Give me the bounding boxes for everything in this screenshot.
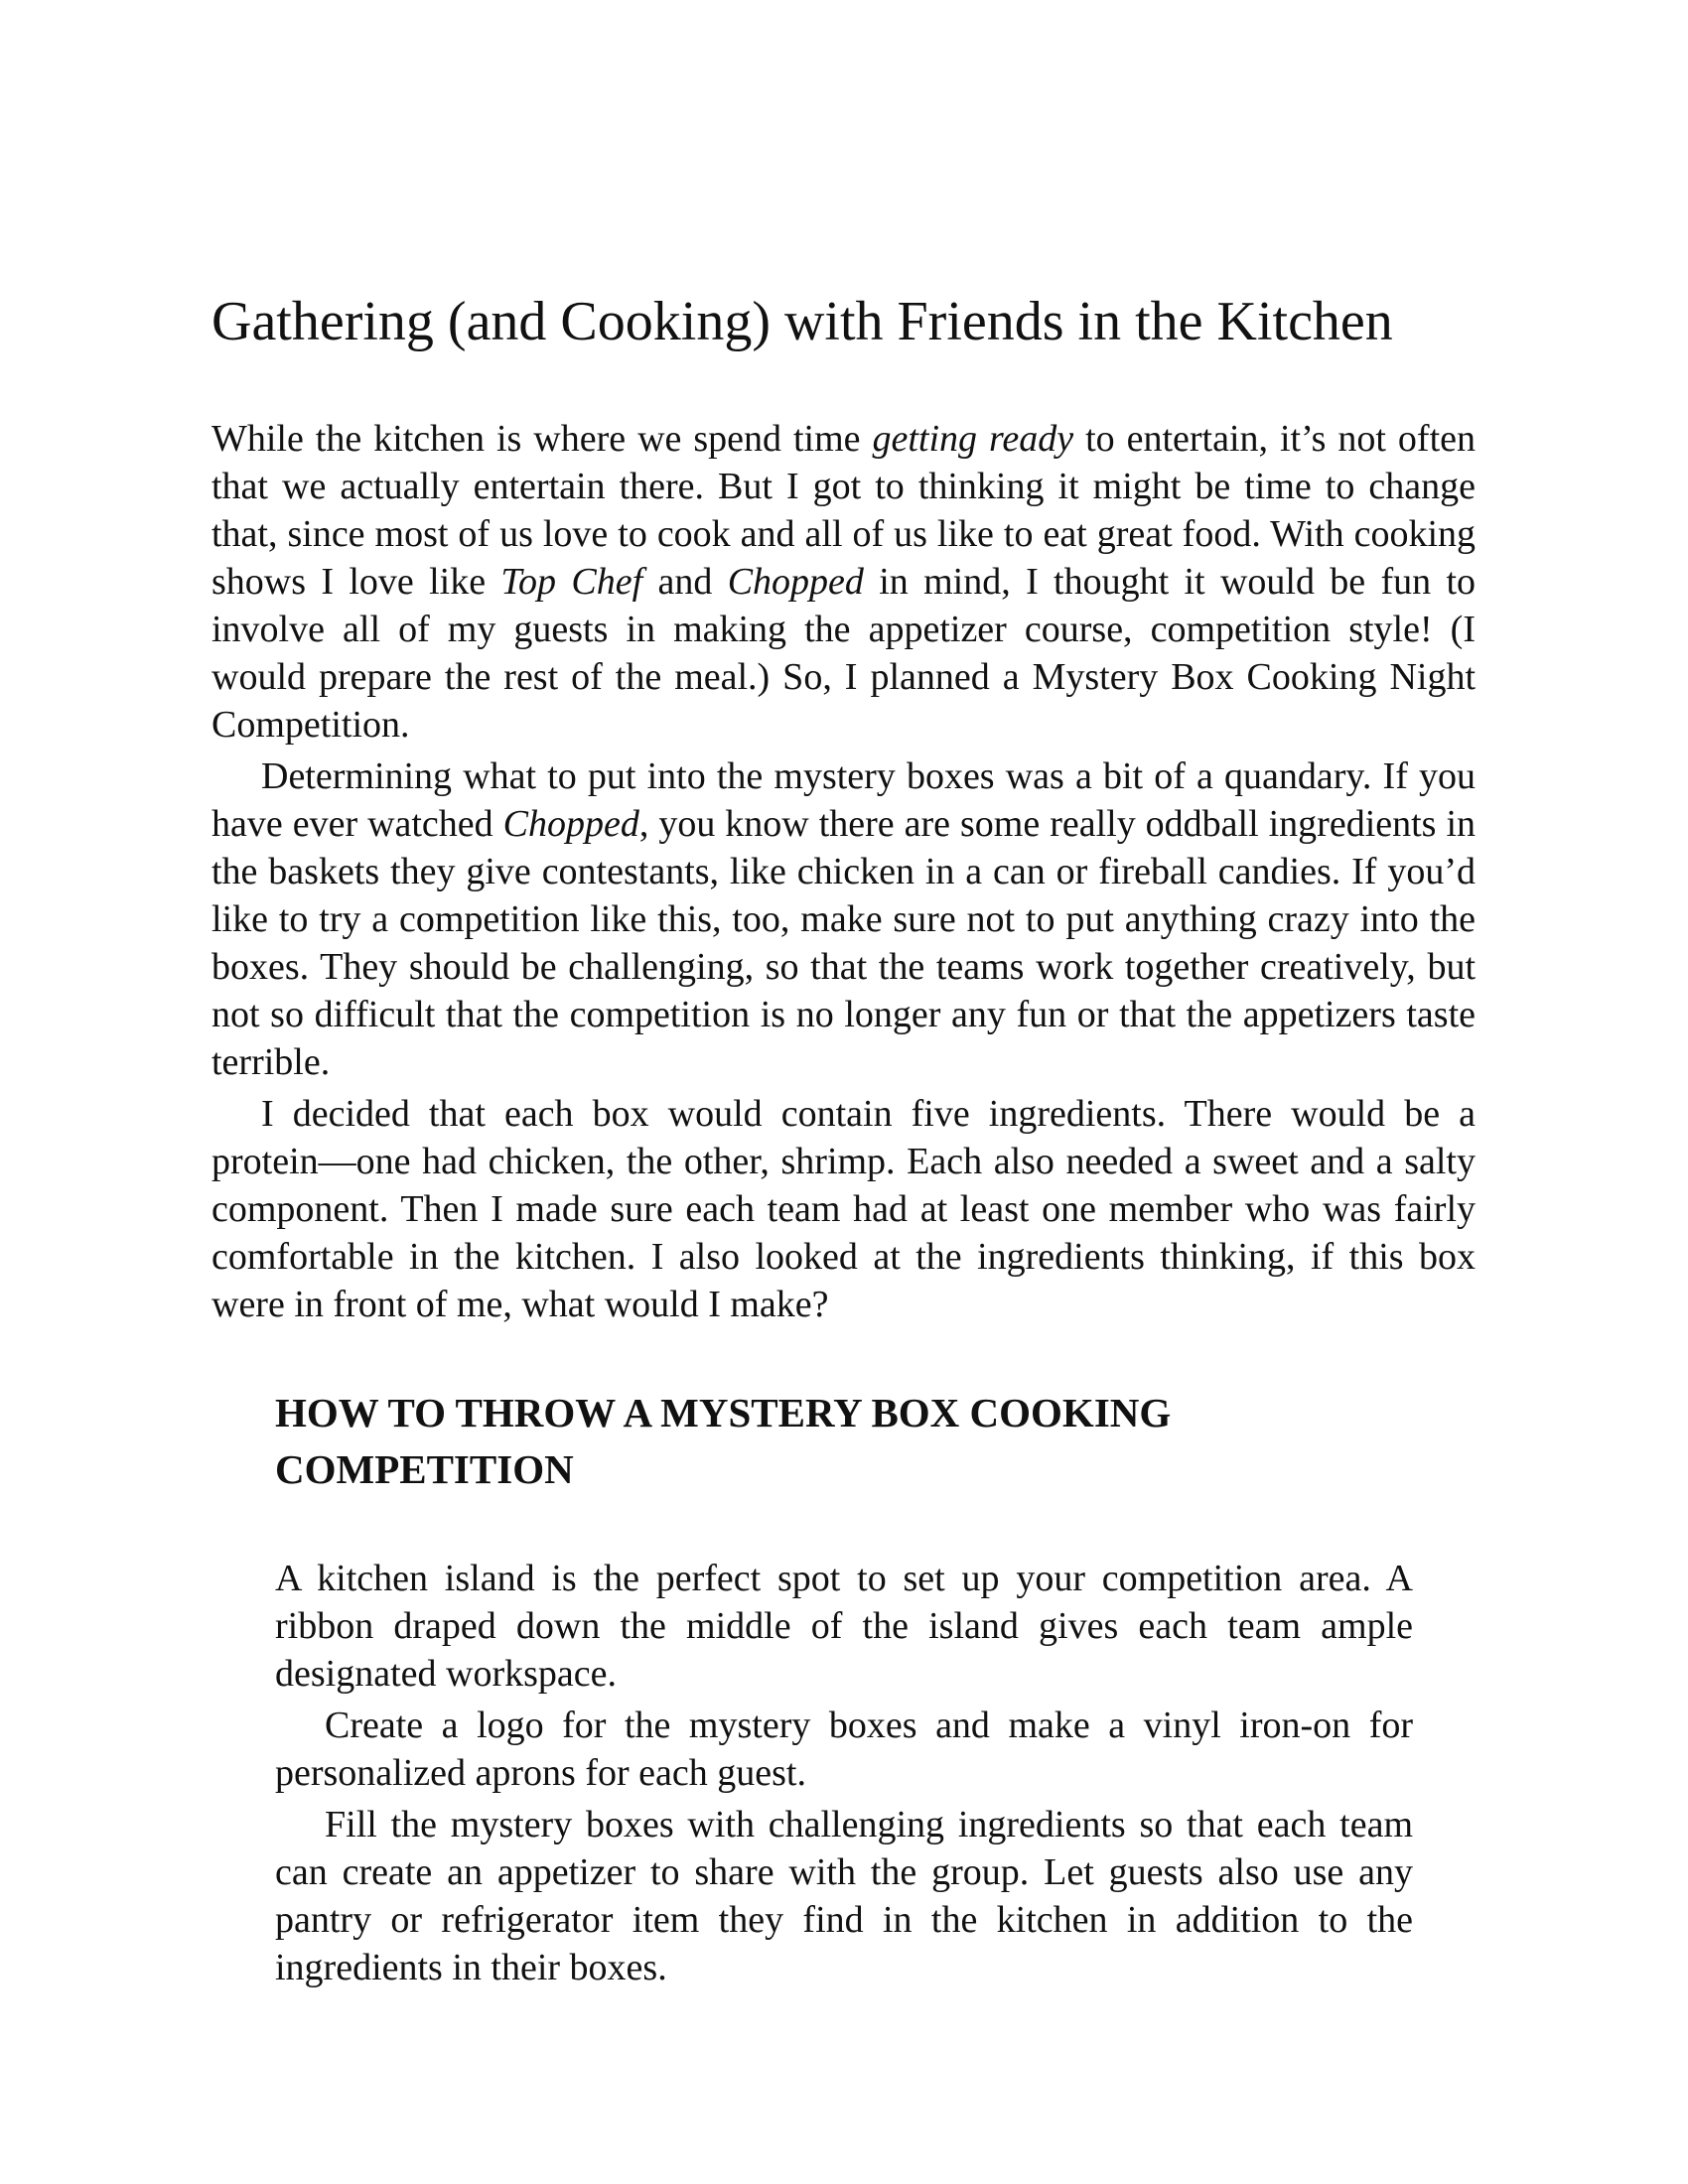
chapter-title: Gathering (and Cooking) with Friends in the Kitchen (211, 291, 1393, 352)
mystery-box-section (275, 1385, 1413, 1995)
intro-paragraph-1-italic-chopped: Chopped (727, 561, 864, 603)
intro-paragraph-1-text-c: to entertain, it’s not often that we actually entertain there. But I got to thinking it might be time to change that, since most of us love to cook and all of us like to eat great food. With cooking shows I love like (211, 418, 1476, 603)
section-paragraph-3: Fill the mystery boxes with challenging ingredients so that each team can create an appetizer to share with the group. Let guests also use any pantry or refrigerator item they find in the kitchen in addition to the ingredients in their boxes. (275, 1804, 1413, 1988)
intro-paragraph-1-text-g: in mind, I thought it would be fun to involve all of my guests in making the appetizer course, competition style! (I would prepare the rest of the meal.) So, I planned a Mystery Box Cooking Night Competition. (211, 561, 1477, 746)
intro-paragraph-1-italic-top-chef: Top Chef (500, 561, 643, 603)
intro-paragraph-2-italic-chopped: Chopped (502, 803, 639, 845)
intro-paragraph-2 (211, 752, 1476, 1086)
intro-text (211, 415, 1476, 1332)
section-paragraph-1: A kitchen island is the perfect spot to set up your competition area. A ribbon draped down the middle of the island gives each team ample designated workspace. (275, 1558, 1413, 1695)
intro-paragraph-2-text-c: , you know there are some really oddball ingredients in the baskets they give contestants, like chicken in a can or fireball candies. If you’d like to try a competition like this, too, make sure not to put anything crazy into the boxes. They should be challenging, so that the teams work together creatively, but not so difficult that the competition is no longer any fun or that the appetizers taste terrible. (211, 803, 1476, 1083)
section-body (275, 1555, 1413, 1991)
section-paragraph-2: Create a logo for the mystery boxes and make a vinyl iron-on for personalized aprons for each guest. (275, 1705, 1413, 1794)
intro-paragraph-1-text-e: and (642, 561, 728, 603)
intro-paragraph-2-text-a: Determining what to put into the mystery boxes was a bit of a quandary. If you have ever watched (211, 755, 1476, 845)
intro-paragraph-1-italic-getting-ready: getting ready (872, 418, 1074, 460)
intro-paragraph-1-text-a: While the kitchen is where we spend time (211, 418, 873, 460)
intro-paragraph-1 (211, 415, 1476, 749)
intro-paragraph-3: I decided that each box would contain five ingredients. There would be a protein—one had chicken, the other, shrimp. Each also needed a sweet and a salty component. Then I made sure each team had at least one member who was fairly comfortable in the kitchen. I also looked at the ingredients thinking, if this box were in front of me, what would I make? (211, 1093, 1476, 1325)
section-heading: HOW TO THROW A MYSTERY BOX COOKING COMPETITION (275, 1390, 1172, 1492)
